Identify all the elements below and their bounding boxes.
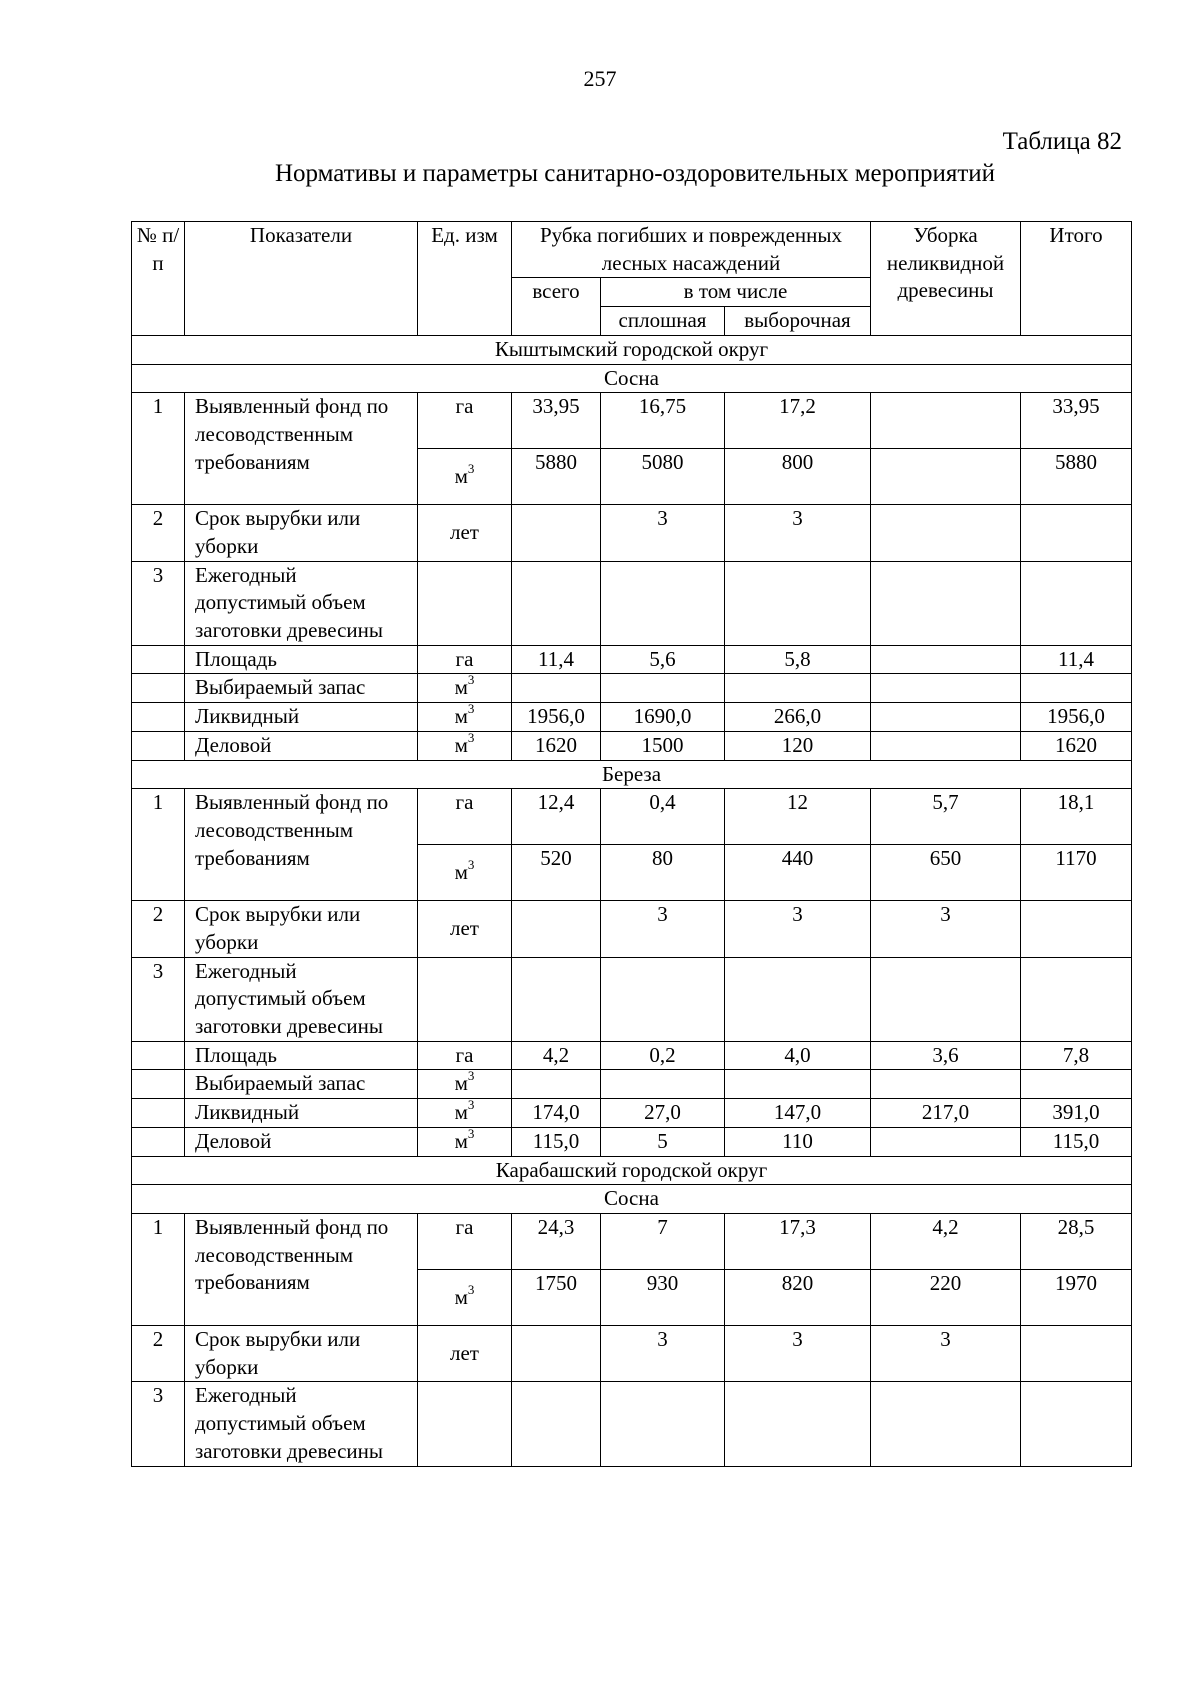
cell-clear: 3 — [601, 1325, 725, 1381]
cell-sum — [1021, 1325, 1132, 1381]
row-label: Выявленный фонд по лесоводственным требованиям — [185, 1213, 418, 1325]
table-row — [132, 505, 1132, 561]
table-row — [132, 901, 1132, 957]
cell-cleanup: 5,7 — [871, 789, 1021, 845]
district-row — [132, 335, 1132, 364]
table-row — [132, 1041, 1132, 1070]
cell-selective: 5,8 — [725, 645, 871, 674]
cell-cleanup: 650 — [871, 845, 1021, 901]
cell-cleanup — [871, 703, 1021, 732]
table-row — [132, 1099, 1132, 1128]
cell-selective: 266,0 — [725, 703, 871, 732]
cell-sum: 11,4 — [1021, 645, 1132, 674]
cell-clear: 3 — [601, 505, 725, 561]
cell-cleanup — [871, 393, 1021, 449]
row-label: Ежегодный допустимый объем заготовки древесины — [185, 957, 418, 1041]
row-label: Срок вырубки или уборки — [185, 1325, 418, 1381]
header-incl: в том числе — [601, 278, 871, 307]
cell-clear: 7 — [601, 1213, 725, 1269]
row-num: 1 — [132, 789, 185, 901]
row-unit: $м^3$ — [418, 1269, 512, 1325]
table-row — [132, 1325, 1132, 1381]
cell-selective: 3 — [725, 901, 871, 957]
cell-clear: 5 — [601, 1127, 725, 1156]
cell-cleanup: 3 — [871, 901, 1021, 957]
cell-total: 174,0 — [512, 1099, 601, 1128]
cell-cleanup: 3 — [871, 1325, 1021, 1381]
cell-sum: 7,8 — [1021, 1041, 1132, 1070]
cell-sum — [1021, 505, 1132, 561]
cell-total: 24,3 — [512, 1213, 601, 1269]
species-row — [132, 760, 1132, 789]
cell-total: 12,4 — [512, 789, 601, 845]
row-label: Выявленный фонд по лесоводственным требованиям — [185, 393, 418, 505]
row-num: 3 — [132, 561, 185, 645]
row-label: Площадь — [185, 1041, 418, 1070]
row-unit: $м^3$ — [418, 731, 512, 760]
row-label: Выбираемый запас — [185, 1070, 418, 1099]
cell-total: 1750 — [512, 1269, 601, 1325]
cell-selective: 820 — [725, 1269, 871, 1325]
cell-sum: 18,1 — [1021, 789, 1132, 845]
table-row — [132, 1070, 1132, 1099]
cell-total — [512, 505, 601, 561]
cell-sum: 1956,0 — [1021, 703, 1132, 732]
row-num: 3 — [132, 1382, 185, 1466]
cell-clear: 27,0 — [601, 1099, 725, 1128]
cell-selective: 3 — [725, 1325, 871, 1381]
cell-cleanup — [871, 731, 1021, 760]
cell-selective: 800 — [725, 449, 871, 505]
cell-clear: 0,2 — [601, 1041, 725, 1070]
header-row — [132, 222, 1132, 278]
cell-clear: 930 — [601, 1269, 725, 1325]
row-label: Площадь — [185, 645, 418, 674]
cell-clear: 5080 — [601, 449, 725, 505]
header-sum: Итого — [1021, 222, 1132, 336]
cell-total: 1620 — [512, 731, 601, 760]
table-row — [132, 1213, 1132, 1269]
species-name: Береза — [132, 760, 1132, 789]
header-unit: Ед. изм — [418, 222, 512, 336]
row-unit: лет — [418, 901, 512, 957]
table-row — [132, 645, 1132, 674]
table-row — [132, 393, 1132, 449]
row-label: Срок вырубки или уборки — [185, 505, 418, 561]
district-name: Карабашский городской округ — [132, 1156, 1132, 1185]
cell-sum: 1170 — [1021, 845, 1132, 901]
table-row — [132, 731, 1132, 760]
cell-clear: 80 — [601, 845, 725, 901]
cell-selective: 440 — [725, 845, 871, 901]
row-unit: $м^3$ — [418, 1099, 512, 1128]
row-label: Деловой — [185, 731, 418, 760]
cell-clear — [601, 1070, 725, 1099]
header-felling: Рубка погибших и поврежденных лесных насаждений — [512, 222, 871, 278]
cell-total: 11,4 — [512, 645, 601, 674]
cell-cleanup — [871, 1127, 1021, 1156]
cell-total — [512, 901, 601, 957]
row-unit: га — [418, 789, 512, 845]
cell-clear: 0,4 — [601, 789, 725, 845]
row-label: Срок вырубки или уборки — [185, 901, 418, 957]
cell-cleanup — [871, 449, 1021, 505]
cell-selective: 4,0 — [725, 1041, 871, 1070]
header-clear: сплошная — [601, 307, 725, 336]
cell-sum: 33,95 — [1021, 393, 1132, 449]
row-unit: га — [418, 1041, 512, 1070]
cell-sum: 28,5 — [1021, 1213, 1132, 1269]
row-label: Ликвидный — [185, 703, 418, 732]
cell-selective — [725, 674, 871, 703]
district-name: Кыштымский городской округ — [132, 335, 1132, 364]
table-row — [132, 703, 1132, 732]
row-unit: $м^3$ — [418, 449, 512, 505]
cell-cleanup — [871, 505, 1021, 561]
cell-cleanup: 3,6 — [871, 1041, 1021, 1070]
row-num: 2 — [132, 1325, 185, 1381]
cell-sum: 1620 — [1021, 731, 1132, 760]
table-title: Нормативы и параметры санитарно-оздоровительных мероприятий — [274, 160, 996, 187]
row-unit: $м^3$ — [418, 674, 512, 703]
cell-total: 5880 — [512, 449, 601, 505]
row-label: Выбираемый запас — [185, 674, 418, 703]
row-num: 1 — [132, 1213, 185, 1325]
species-row — [132, 364, 1132, 393]
cell-selective: 12 — [725, 789, 871, 845]
row-unit: га — [418, 1213, 512, 1269]
row-label: Выявленный фонд по лесоводственным требованиям — [185, 789, 418, 901]
row-unit: лет — [418, 505, 512, 561]
cell-selective: 147,0 — [725, 1099, 871, 1128]
cell-cleanup: 220 — [871, 1269, 1021, 1325]
cell-sum: 391,0 — [1021, 1099, 1132, 1128]
row-num: 2 — [132, 901, 185, 957]
cell-cleanup: 217,0 — [871, 1099, 1021, 1128]
header-selective: выборочная — [725, 307, 871, 336]
cell-total: 33,95 — [512, 393, 601, 449]
cell-total — [512, 674, 601, 703]
row-label: Ликвидный — [185, 1099, 418, 1128]
cell-cleanup — [871, 674, 1021, 703]
cell-cleanup — [871, 645, 1021, 674]
cell-selective — [725, 1070, 871, 1099]
row-unit: $м^3$ — [418, 845, 512, 901]
species-name: Сосна — [132, 364, 1132, 393]
header-indicator: Показатели — [185, 222, 418, 336]
cell-selective: 17,3 — [725, 1213, 871, 1269]
cell-total: 115,0 — [512, 1127, 601, 1156]
row-label: Ежегодный допустимый объем заготовки древесины — [185, 1382, 418, 1466]
cell-selective: 3 — [725, 505, 871, 561]
row-num: 1 — [132, 393, 185, 505]
cell-cleanup: 4,2 — [871, 1213, 1021, 1269]
row-unit: $м^3$ — [418, 1127, 512, 1156]
table-row — [132, 561, 1132, 645]
cell-clear — [601, 674, 725, 703]
cell-sum — [1021, 901, 1132, 957]
table-row — [132, 789, 1132, 845]
header-cleanup: Уборка неликвидной древесины — [871, 222, 1021, 336]
cell-total — [512, 1070, 601, 1099]
row-num: 2 — [132, 505, 185, 561]
cell-clear: 5,6 — [601, 645, 725, 674]
cell-selective: 120 — [725, 731, 871, 760]
table-label: Таблица 82 — [1002, 128, 1122, 155]
standards-table — [131, 221, 1132, 1467]
cell-selective: 17,2 — [725, 393, 871, 449]
row-unit: $м^3$ — [418, 703, 512, 732]
row-unit: га — [418, 645, 512, 674]
header-num: № п/п — [132, 222, 185, 336]
cell-clear: 3 — [601, 901, 725, 957]
cell-sum: 115,0 — [1021, 1127, 1132, 1156]
cell-total: 520 — [512, 845, 601, 901]
row-num: 3 — [132, 957, 185, 1041]
cell-clear: 1500 — [601, 731, 725, 760]
row-unit: лет — [418, 1325, 512, 1381]
species-name: Сосна — [132, 1185, 1132, 1214]
table-row — [132, 1382, 1132, 1466]
species-row — [132, 1185, 1132, 1214]
cell-cleanup — [871, 1070, 1021, 1099]
cell-sum — [1021, 1070, 1132, 1099]
cell-total: 1956,0 — [512, 703, 601, 732]
page-number: 257 — [583, 66, 617, 91]
cell-sum — [1021, 674, 1132, 703]
cell-total — [512, 1325, 601, 1381]
cell-selective: 110 — [725, 1127, 871, 1156]
row-unit: га — [418, 393, 512, 449]
table-row — [132, 1127, 1132, 1156]
cell-sum: 1970 — [1021, 1269, 1132, 1325]
table-row — [132, 674, 1132, 703]
district-row — [132, 1156, 1132, 1185]
row-label: Деловой — [185, 1127, 418, 1156]
cell-total: 4,2 — [512, 1041, 601, 1070]
cell-clear: 1690,0 — [601, 703, 725, 732]
cell-sum: 5880 — [1021, 449, 1132, 505]
row-unit: $м^3$ — [418, 1070, 512, 1099]
table-row — [132, 957, 1132, 1041]
header-total: всего — [512, 278, 601, 335]
cell-clear: 16,75 — [601, 393, 725, 449]
row-label: Ежегодный допустимый объем заготовки древесины — [185, 561, 418, 645]
